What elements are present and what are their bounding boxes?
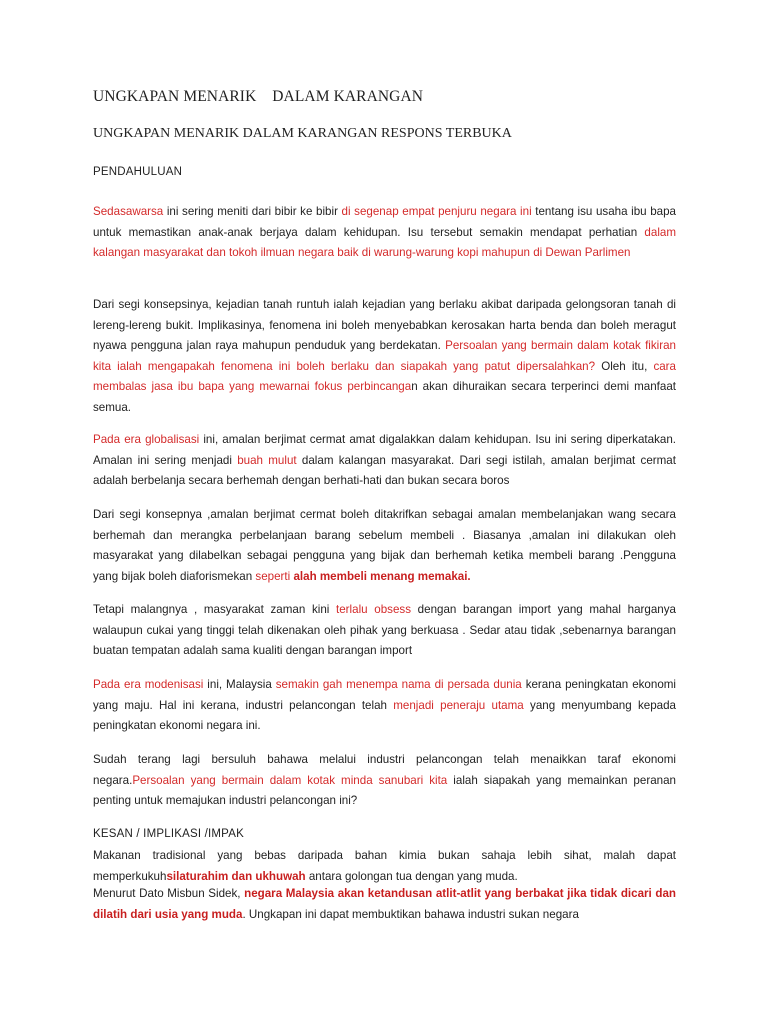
highlight-phrase: seperti xyxy=(255,569,294,583)
paragraph-text: Menurut Dato Misbun Sidek, xyxy=(93,887,245,900)
paragraph-2 xyxy=(93,295,676,419)
paragraph-text: kerana peningkatan ekonomi yang maju. Hal ini kerana, industri pelancongan telah xyxy=(93,678,677,712)
heading-pendahuluan: PENDAHULUAN xyxy=(93,166,183,178)
paragraph-text: Tetapi malangnya , masyarakat zaman kini xyxy=(93,603,337,616)
highlight-phrase: buah mulut xyxy=(237,453,297,467)
paragraph-7 xyxy=(93,750,676,812)
paragraph-text: dalam kalangan masyarakat. Dari segi istilah, amalan berjimat cermat adalah berbelanja secara berhemah dengan berhati-hati dan bukan secara boros xyxy=(93,453,676,488)
highlight-phrase: cara membalas jasa ibu bapa yang mewarnai fokus perbincanga xyxy=(93,359,676,394)
paragraph-text: antara golongan tua dengan yang muda. xyxy=(305,869,518,883)
heading-kesan: KESAN / IMPLIKASI /IMPAK xyxy=(93,828,244,840)
highlight-phrase: dalam kalangan masyarakat dan tokoh ilmuan negara baik di warung-warung kopi mahupun di Dewan Parlimen xyxy=(93,225,676,260)
paragraph-6 xyxy=(93,675,676,737)
highlight-phrase-bold: silaturahim dan ukhuwah xyxy=(166,869,306,883)
paragraph-8 xyxy=(93,846,676,887)
document-title: UNGKAPAN MENARIK DALAM KARANGAN xyxy=(93,88,424,105)
highlight-phrase: Sedasawarsa xyxy=(93,205,164,218)
paragraph-text: Sudah terang lagi bersuluh bahawa melalui industri pelancongan telah menaikkan taraf ekonomi negara. xyxy=(93,753,676,787)
paragraph-text: . Ungkapan ini dapat membuktikan bahawa industri sukan negara xyxy=(242,907,579,921)
paragraph-3 xyxy=(93,430,676,492)
paragraph-text: n akan dihuraikan secara terperinci demi manfaat semua. xyxy=(93,380,676,414)
paragraph-5 xyxy=(93,600,676,662)
paragraph-text: Makanan tradisional yang bebas daripada bahan kimia bukan sahaja lebih sihat, malah dapat memperkukuh xyxy=(93,849,676,883)
paragraph-text: tentang isu usaha ibu bapa untuk memastikan anak-anak berjaya dalam kehidupan. Isu tersebut semakin mendapat perhatian xyxy=(93,205,677,239)
highlight-phrase: Pada era globalisasi xyxy=(93,433,200,446)
paragraph-1 xyxy=(93,202,676,264)
paragraph-text: ini, Malaysia xyxy=(203,678,276,691)
highlight-phrase-bold: negara Malaysia akan ketandusan atlit-atlit yang berbakat jika tidak dicari dan dilatih dari usia yang muda xyxy=(93,887,676,921)
paragraph-9 xyxy=(93,884,676,925)
highlight-phrase: di segenap empat penjuru negara ini xyxy=(341,205,532,218)
paragraph-text: ini sering meniti dari bibir ke bibir xyxy=(163,205,342,218)
paragraph-text: dengan barangan import yang mahal harganya walaupun cukai yang tinggi telah dikenakan oleh pihak yang berkuasa . Sedar atau tidak ,sebenarnya barangan buatan tempatan adalah sama kualiti dengan barangan import xyxy=(93,603,676,658)
highlight-phrase: menjadi peneraju utama xyxy=(393,698,524,712)
paragraph-text: ialah siapakah yang memainkan peranan penting untuk memajukan industri pelancongan ini? xyxy=(93,773,676,808)
paragraph-text: ini, amalan berjimat cermat amat digalakkan dalam kehidupan. Isu ini sering diperkatakan. Amalan ini sering menjadi xyxy=(93,433,676,467)
paragraph-text: Dari segi konsepnya ,amalan berjimat cermat boleh ditakrifkan sebagai amalan membelanjakan wang secara berhemah dan merangka perbelanjaan barang sebelum membeli . Biasanya ,amalan ini dilakukan oleh masyarakat yang dilabelkan sebagai pengguna yang bijak dan berhemah ketika membeli barang .Pengguna yang bijak boleh diaforismekan xyxy=(93,508,676,583)
highlight-phrase: Pada era modenisasi xyxy=(93,678,204,691)
paragraph-text: Dari segi konsepsinya, kejadian tanah runtuh ialah kejadian yang berlaku akibat daripada gelongsoran tanah di lereng-lereng bukit. Implikasinya, fenomena ini boleh menyebabkan kerosakan harta benda dan boleh meragut nyawa pengguna jalan raya mahupun penduduk yang berdekatan. xyxy=(93,298,676,353)
document-subtitle: UNGKAPAN MENARIK DALAM KARANGAN RESPONS TERBUKA xyxy=(93,126,512,141)
highlight-phrase: semakin gah menempa nama di persada dunia xyxy=(275,678,522,691)
paragraph-text: yang menyumbang kepada peningkatan ekonomi negara ini. xyxy=(93,698,676,733)
highlight-phrase: Persoalan yang bermain dalam kotak fikiran kita ialah mengapakah fenomena ini boleh berlaku dan siapakah yang patut dipersalahkan? xyxy=(93,339,676,373)
highlight-phrase-bold: alah membeli menang memakai. xyxy=(293,569,471,583)
highlight-phrase: terlalu obsess xyxy=(336,603,411,616)
paragraph-text: Oleh itu, xyxy=(595,359,654,373)
highlight-phrase: Persoalan yang bermain dalam kotak minda sanubari kita xyxy=(132,773,448,787)
paragraph-4 xyxy=(93,505,676,587)
